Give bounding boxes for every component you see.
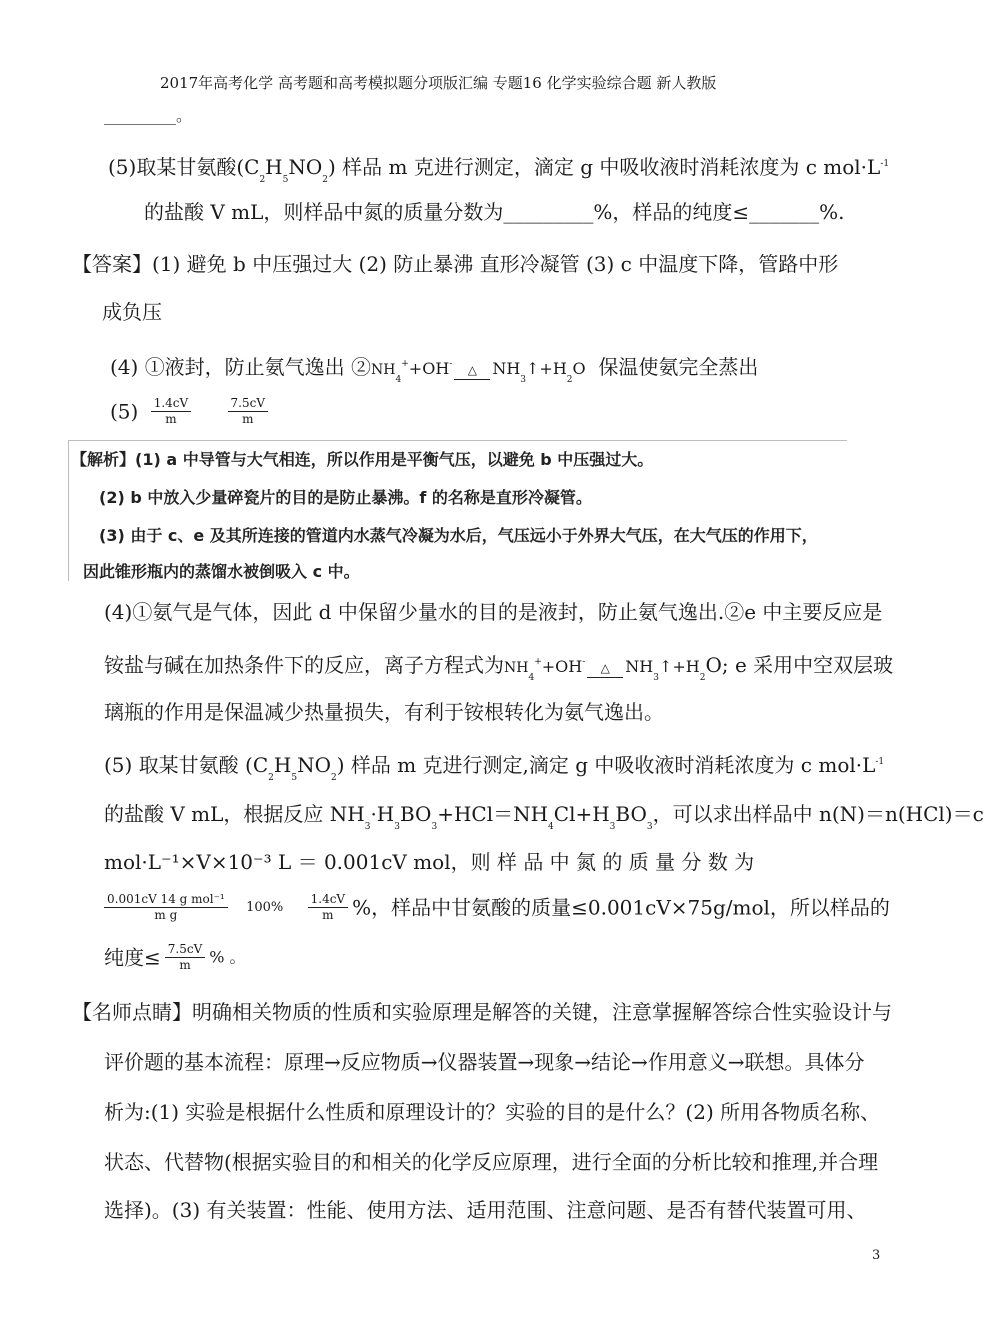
tip-line-1: 【名师点睛】明确相关物质的性质和实验原理是解答的关键，注意掌握解答综合性实验设计与 [72, 1000, 892, 1024]
answer-line-2: 成负压 [102, 300, 162, 324]
answer-line-4: (5) $\frac{1.4cV}{m}$ $\frac{7.5cV}{m}$ [110, 396, 272, 427]
answer-line-3: (4) ①液封，防止氨气逸出 $②NH_4^++OH^-$ △ $NH_3↑+H_2O$ 保温使氨完全蒸出 [110, 355, 759, 385]
analysis-4-line-1: (4)①氨气是气体，因此 d 中保留少量水的目的是液封，防止氨气逸出.②e 中主要反应是 [104, 600, 883, 624]
tip-line-2: 评价题的基本流程：原理→反应物质→仪器装置→现象→结论→作用意义→联想。具体分 [104, 1050, 865, 1074]
analysis-line-1: 【解析】(1) a 中导管与大气相连，所以作用是平衡气压，以避免 b 中压强过大。 [71, 450, 654, 469]
analysis-5-line-5: 纯度≤ $\frac{7.5cV}{m}$ % 。 [104, 942, 246, 972]
heat-condition: △ [452, 358, 492, 382]
heat-condition: △ [585, 656, 625, 680]
page-number: 3 [872, 1248, 881, 1263]
analysis-5-line-1: (5) 取某甘氨酸 $(C_2H_5NO_2)$ 样品 m 克进行测定,滴定 g 中吸收液时消耗浓度为 c $mol\cdot L^{-1}$ [104, 753, 885, 783]
fraction-nitrogen-result: $\frac{1.4cV}{m}$ [308, 892, 348, 923]
question-5-line-2: 的盐酸 V mL，则样品中氮的质量分数为_________%，样品的纯度≤_______%. [144, 200, 845, 224]
answer-blank: _________。 [104, 106, 193, 125]
analysis-line-3: (3) 由于 c、e 及其所连接的管道内水蒸气冷凝为水后，气压远小于外界大气压，在大气压的作用下， [99, 526, 818, 545]
tip-line-5: 选择)。(3) 有关装置：性能、使用方法、适用范围、注意问题、是否有替代装置可用、 [104, 1198, 867, 1222]
analysis-4-line-2: 铵盐与碱在加热条件下的反应，离子方程式为$NH_4^++OH^-$ △ $NH_3↑+H_2O$; e 采用中空双层玻 [104, 653, 894, 683]
fraction-nitrogen: $\frac{1.4cV}{m}$ [151, 396, 191, 427]
analysis-5-line-3: mol·L⁻¹×V×10⁻³ L ＝ 0.001cV mol，则 样 品 中 氮 的 质 量 分 数 为 [104, 850, 755, 874]
analysis-4-line-3: 璃瓶的作用是保温减少热量损失，有利于铵根转化为氨气逸出。 [104, 700, 664, 724]
fraction-purity-result: $\frac{7.5cV}{m}$ [165, 942, 205, 973]
answer-line-1: 【答案】(1) 避免 b 中压强过大 (2) 防止暴沸 直形冷凝管 (3) c 中温度下降，管路中形 [72, 252, 839, 276]
analysis-line-4: 因此锥形瓶内的蒸馏水被倒吸入 c 中。 [83, 562, 360, 581]
analysis-5-line-4: $\frac{\text{0.001cV 14 g mol⁻¹}}{\text{m g}}$ 100% $\frac{1.4cV}{m}$ %，样品中甘氨酸的质量≤0.001cV×75g/mol，所以样品的 [104, 892, 890, 923]
analysis-box [68, 440, 847, 581]
analysis-line-2: (2) b 中放入少量碎瓷片的目的是防止暴沸。f 的名称是直形冷凝管。 [99, 488, 592, 507]
tip-line-3: 析为:(1) 实验是根据什么性质和原理设计的？实验的目的是什么？(2) 所用各物质名称、 [104, 1100, 881, 1124]
analysis-5-line-2: 的盐酸 V mL，根据反应 $NH_3\cdot H_3BO_3+HCl=NH_4Cl+H_3BO_3$，可以求出样品中 n(N)＝n(HCl)＝c [104, 802, 984, 832]
question-5-line-1: (5)取某甘氨酸$(C_2H_5NO_2)$ 样品 m 克进行测定，滴定 g 中吸收液时消耗浓度为 c $mol\cdot L^{-1}$ [108, 155, 890, 185]
tip-line-4: 状态、代替物(根据实验目的和相关的化学反应原理，进行全面的分析比较和推理,并合理 [104, 1150, 879, 1174]
fraction-purity: $\frac{7.5cV}{m}$ [228, 396, 268, 427]
page-header: 2017年高考化学 高考题和高考模拟题分项版汇编 专题16 化学实验综合题 新人教版 [160, 74, 717, 92]
fraction-mass-calc: $\frac{\text{0.001cV 14 g mol⁻¹}}{\text{m g}}$ [104, 892, 228, 923]
